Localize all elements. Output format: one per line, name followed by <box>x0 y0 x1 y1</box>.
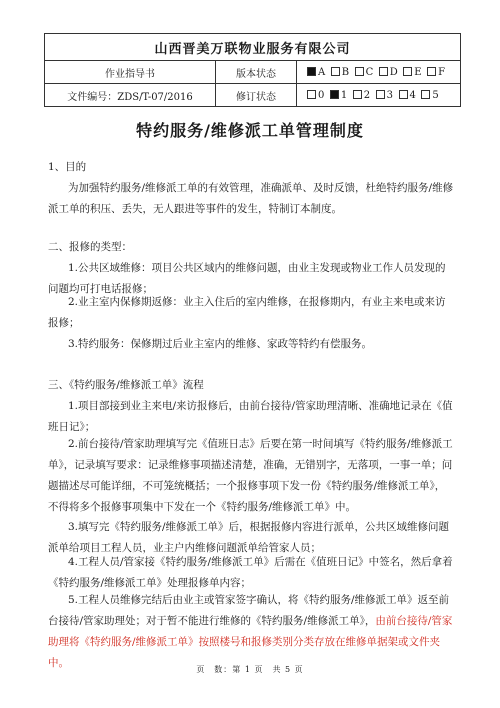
revision-option-5 <box>421 90 439 101</box>
section-2-heading: 二、报修的类型： <box>48 241 132 253</box>
section-1-text: 为加强特约服务/维修派工单的有效管理，准确派单、及时反馈，杜绝特约服务/维修派工单的积压、丢失，无人跟进等事件的发生，特制订本制度。 <box>48 182 454 215</box>
section-3-item-1: 1.项目部接到业主来电/来访报修后，由前台接待/管家助理清晰、准确地记录在《值班日记》； <box>48 400 453 433</box>
version-options <box>297 61 461 84</box>
revision-option-1 <box>330 90 348 101</box>
section-3-item-3: 3.填写完《特约服务/维修派工单》后，根据报修内容进行派单，公共区域维修问题派单给项目工程人员，业主户内维修问题派单给管家人员； <box>48 521 450 554</box>
revision-option-label: 4 <box>409 89 417 101</box>
unchecked-box-icon <box>376 90 385 99</box>
document-title: 特约服务/维修派工单管理制度 <box>136 121 364 140</box>
version-option-a <box>307 67 326 78</box>
version-option-d <box>379 67 399 78</box>
section-3-item-5-highlight: 由前台接待/管家助理将《特约服务/维修派工单》按照楼号和报修类别分类存放在维修单据架或文件夹中。 <box>48 615 453 669</box>
company-name: 山西晋美万联物业服务有限公司 <box>45 34 461 61</box>
section-3-item-5 <box>48 590 454 674</box>
section-2-item-1: 1.公共区域维修：项目公共区域内的维修问题，由业主发现或物业工作人员发现的问题均可打电话报修； <box>48 262 446 295</box>
version-option-label: B <box>341 66 350 78</box>
unchecked-box-icon <box>307 90 316 99</box>
revision-options <box>297 84 461 107</box>
version-option-label: F <box>438 66 446 78</box>
version-option-e <box>403 67 422 78</box>
revision-option-label: 2 <box>363 89 371 101</box>
section-3-heading: 三、《特约服务/维修派工单》流程 <box>48 379 204 391</box>
document-header-table <box>44 33 461 107</box>
section-1-heading: 1、目的 <box>48 161 87 173</box>
version-option-b <box>331 67 350 78</box>
section-3-item-5-text: 5.工程人员维修完结后由业主或管家签字确认，将《特约服务/维修派工单》返至前台接待/管家助理处；对于暂不能进行维修的《特约服务/维修派工单》， <box>48 594 450 627</box>
unchecked-box-icon <box>353 90 362 99</box>
revision-option-2 <box>353 90 371 101</box>
version-status-label: 版本状态 <box>216 61 297 84</box>
checked-box-icon <box>330 90 339 99</box>
revision-option-label: 1 <box>340 89 348 101</box>
version-option-c <box>355 67 374 78</box>
version-option-f <box>427 67 445 78</box>
unchecked-box-icon <box>399 90 408 99</box>
revision-status-label: 修订状态 <box>216 84 297 107</box>
version-option-label: E <box>414 66 423 78</box>
unchecked-box-icon <box>355 67 364 76</box>
unchecked-box-icon <box>331 67 340 76</box>
section-2-item-3: 3.特约服务：保修期过后业主室内的维修、家政等特约有偿服务。 <box>68 338 373 350</box>
revision-option-0 <box>307 90 325 101</box>
revision-option-label: 5 <box>432 89 440 101</box>
section-3-item-2: 2.前台接待/管家助理填写完《值班日志》后要在第一时间填写《特约服务/维修派工单》，记录填写要求：记录维修事项描述清楚，准确，无错别字，无落项，一事一单；问题描述尽可能详细，不可笼统概括；一个报修事项下发一份《特约服务/维修派工单》，不得将多个报修事项集中下发在一个《特约服务/维修派工单》中。 <box>48 438 453 513</box>
page-footer: 页 数：第 1 页 共 5 页 <box>196 665 304 674</box>
section-2-item-2: 2.业主室内保修期返修：业主入住后的室内维修，在报修期内，有业主来电或来访报修； <box>48 296 446 329</box>
document-number: 文件编号：ZDS/T-07/2016 <box>45 84 216 107</box>
version-option-label: D <box>389 66 399 78</box>
checked-box-icon <box>307 67 316 76</box>
version-option-label: C <box>365 66 374 78</box>
revision-option-label: 3 <box>386 89 394 101</box>
unchecked-box-icon <box>421 90 430 99</box>
revision-option-3 <box>376 90 394 101</box>
doc-type: 作业指导书 <box>45 61 216 84</box>
revision-option-4 <box>399 90 417 101</box>
unchecked-box-icon <box>427 67 436 76</box>
revision-option-label: 0 <box>318 89 325 101</box>
unchecked-box-icon <box>379 67 388 76</box>
version-option-label: A <box>318 66 326 78</box>
unchecked-box-icon <box>403 67 412 76</box>
section-3-item-4: 4.工程人员/管家接《特约服务/维修派工单》后需在《值班日记》中签名，然后拿着《特约服务/维修派工单》处理报修单内容； <box>48 556 453 589</box>
